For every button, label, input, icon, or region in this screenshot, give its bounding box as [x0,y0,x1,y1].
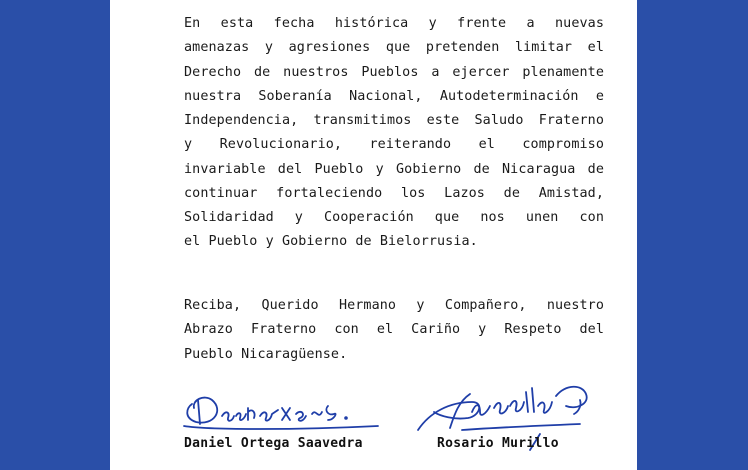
letter-line: continuar fortaleciendo los Lazos de Amistad, [184,185,604,201]
letter-paragraph-2 [184,294,604,367]
letter-line: nuestra Soberanía Nacional, Autodeterminación e [184,88,604,104]
signatory-name-2: Rosario Murillo [437,436,559,451]
letter-line: Solidaridad y Cooperación que nos unen con [184,210,604,225]
letter-line: Derecho de nuestros Pueblos a ejercer plenamente [184,64,604,80]
letter-line: amenazas y agresiones que pretenden limitar el [184,40,604,56]
letter-line: y Revolucionario, reiterando el compromiso [184,137,604,153]
letter-line: En esta fecha histórica y frente a nuevas [184,16,604,31]
signatory-name-1: Daniel Ortega Saavedra [184,436,363,451]
letter-page [110,0,637,470]
letter-paragraph-1 [184,12,604,255]
letter-line: Abrazo Fraterno con el Cariño y Respeto del [184,322,604,338]
letter-line: Reciba, Querido Hermano y Compañero, nuestro [184,298,604,313]
handwritten-signature-1 [178,386,398,434]
letter-line: Independencia, transmitimos este Saludo Fraterno [184,113,604,128]
letter-line: Pueblo Nicaragüense. [184,346,348,362]
letter-line: invariable del Pueblo y Gobierno de Nicaragua de [184,161,604,177]
letter-line: el Pueblo y Gobierno de Bielorrusia. [184,234,478,250]
